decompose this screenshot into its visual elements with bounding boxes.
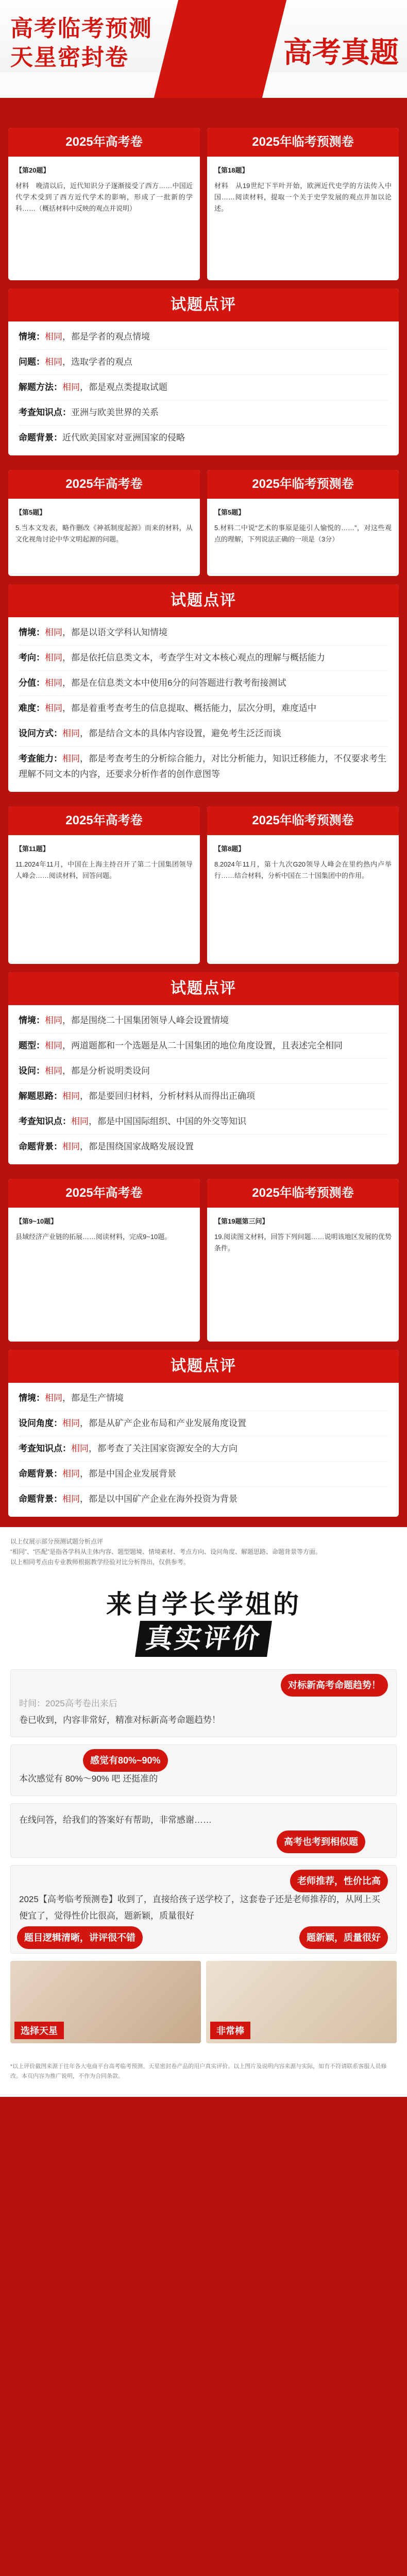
review-item: 考查知识点：相同，都考查了关注国家资源安全的大方向: [19, 1436, 388, 1462]
question-tag: 【第8题】: [214, 845, 245, 853]
review-item: 题型：相同，两道题都和一个选题是从二十国集团的地位角度设置，且表述完全相同: [19, 1033, 388, 1059]
exam-card-title: 2025年高考卷: [8, 128, 200, 157]
review-item: 考查知识点：亚洲与欧美世界的关系: [19, 400, 388, 426]
review-title: 试题点评: [8, 289, 399, 321]
predict-card: [207, 470, 399, 576]
testimonial-photos: [10, 1961, 397, 2043]
question-tag: 【第18题】: [214, 166, 249, 174]
testimonial-card: [10, 1865, 397, 1954]
review-title: 试题点评: [8, 584, 399, 617]
exam-card-title: 2025年高考卷: [8, 806, 200, 835]
photo-tag: 选择天星: [14, 2022, 64, 2039]
review-item: 解题方法：相同，都是观点类提取试题: [19, 375, 388, 400]
question-tag: 【第11题】: [15, 845, 49, 853]
testimonial-card: [10, 1744, 397, 1796]
predict-card-title: 2025年临考预测卷: [207, 1179, 399, 1208]
testimonial-text: 本次感觉有 80%～90% 吧 还挺准的: [19, 1774, 158, 1784]
question-tag: 【第5题】: [214, 509, 245, 516]
review-box: [8, 289, 399, 455]
review-item: 解题思路：相同，都是要回归材料，分析材料从而得出正确项: [19, 1084, 388, 1109]
testimonial-text: 在线问答，给我们的答案好有帮助，非常感谢……: [19, 1815, 212, 1825]
section-3: [0, 792, 407, 1164]
note-line: “相同”、“匹配”是指各学科从主体内容、题型题境、情境素材、考点方向、设问角度、解题思路、命题背景等方面。: [10, 1548, 321, 1555]
review-item: 情境：相同，都是围绕二十国集团领导人峰会设置情境: [19, 1008, 388, 1033]
testimonial-badge: 题目逻辑清晰，讲评很不错: [17, 1926, 143, 1949]
exam-card: [8, 806, 200, 964]
review-item: 情境：相同，都是以语文学科认知情境: [19, 620, 388, 646]
hero-title-left: [10, 14, 152, 72]
review-item: 考向：相同，都是依托信息类文本，考查学生对文本核心观点的理解与概括能力: [19, 646, 388, 671]
predict-card-title: 2025年临考预测卷: [207, 806, 399, 835]
predict-card: [207, 1179, 399, 1342]
testimonial-badge: 对标新高考命题趋势！: [281, 1674, 388, 1697]
question-text: 11.2024年11月，中国在上海主持召开了第二十国集团领导人峰会……阅读材料，回答问题。: [15, 860, 193, 879]
question-tag: 【第20题】: [15, 166, 50, 174]
review-item: 设问方式：相同，都是结合文本的具体内容设置，避免考生泛泛而谈: [19, 721, 388, 747]
testimonials-title-line2: 真实评价: [135, 1621, 272, 1657]
review-item: 难度：相同，都是着重考查考生的信息提取、概括能力，层次分明，难度适中: [19, 696, 388, 721]
testimonials-title-line1: 来自学长学姐的: [106, 1590, 301, 1619]
exam-card: [8, 128, 200, 280]
exam-card: [8, 1179, 200, 1342]
section-1: [0, 118, 407, 455]
predict-card-title: 2025年临考预测卷: [207, 470, 399, 499]
section-2: [0, 455, 407, 792]
review-item: 情境：相同，都是生产情境: [19, 1386, 388, 1411]
testimonial-card: [10, 1803, 397, 1858]
bottom-disclaimer: *以上评价截图来源于往年各大电商平台高考临考预测、天星密封卷产品的用户真实评价。以上图片及说明内容来源与实际，如有不符请联系客服人员修改。本页内容为推广说明，不作为合同条款。: [0, 2054, 407, 2097]
review-title: 试题点评: [8, 972, 399, 1005]
question-text: 5.材料二中说“艺术的事原是能引人愉悦的……”，对这些观点的理解，下列说法正确的一项是（3分）: [214, 524, 392, 543]
question-text: 8.2024年11月，第十九次G20领导人峰会在里约热内卢举行……结合材料，分析中国在二十国集团中的作用。: [214, 860, 392, 879]
testimonial-card: [10, 1669, 397, 1737]
review-item: 考查能力：相同，都是考查考生的分析综合能力，对比分析能力，知识迁移能力，不仅要求考生理解不同文本的内容，还要求分析作者的创作意图等: [19, 754, 386, 779]
photo-card: [206, 1961, 397, 2043]
testimonial-badge: 题新颖，质量很好: [299, 1926, 388, 1949]
hero-pk: PK: [173, 9, 251, 77]
question-tag: 【第9~10题】: [15, 1217, 58, 1225]
question-tag: 【第19题第三问】: [214, 1217, 269, 1225]
testimonial-badge: 老师推荐，性价比高: [290, 1870, 388, 1892]
exam-card: [8, 470, 200, 576]
predict-card-title: 2025年临考预测卷: [207, 128, 399, 157]
review-item: 设问角度：相同，都是从矿产企业布局和产业发展角度设置: [19, 1411, 388, 1436]
predict-card: [207, 128, 399, 280]
review-item: 问题：相同，选取学者的观点: [19, 350, 388, 375]
review-item: 情境：相同，都是学者的观点情境: [19, 325, 388, 350]
review-box: [8, 972, 399, 1164]
note-line: 以上仅展示部分预测试题分析点评: [10, 1538, 104, 1545]
review-item: 命题背景：近代欧美国家对亚洲国家的侵略: [19, 433, 185, 443]
review-item: 分值：相同，都是在信息类文本中使用6分的问答题进行教考衔接测试: [19, 671, 388, 696]
testimonials-body: [0, 1664, 407, 2054]
review-box: [8, 584, 399, 792]
question-text: 5.当本文发表，略作删改《神祇制度起源》而来的材料，从文化视角讨论中华文明起源的问题。: [15, 524, 193, 543]
review-item: 考查知识点：相同，都是中国国际组织、中国的外交等知识: [19, 1109, 388, 1134]
question-text: 19.阅读图文材料，回答下列问题……说明该地区发展的优势条件。: [214, 1233, 392, 1252]
review-item: 命题背景：相同，都是中国企业发展背景: [19, 1462, 388, 1487]
testimonial-badge: 感觉有80%~90%: [83, 1749, 168, 1772]
disclaimer-notes: [0, 1527, 407, 1577]
question-text: 材料 从19世纪下半叶开始，欧洲近代史学的方法传入中国……阅读材料，提取一个关于史学发展的观点并加以论述。: [214, 182, 392, 212]
hero-left-line2: 天星密封卷: [10, 45, 129, 70]
testimonial-badge: 高考也考到相似题: [277, 1831, 365, 1853]
testimonial-time: 时间：2025高考卷出来后: [19, 1699, 117, 1708]
note-line: 以上相同考点由专业教师根据教学经验对比分析得出，仅供参考。: [10, 1558, 190, 1566]
testimonial-text: 卷已收到，内容非常好，精准对标新高考命题趋势！: [19, 1715, 221, 1725]
hero-left-line1: 高考临考预测: [10, 16, 152, 41]
exam-card-title: 2025年高考卷: [8, 470, 200, 499]
testimonial-text: 2025【高考临考预测卷】收到了，直接给孩子送学校了，这套卷子还是老师推荐的，从网上买便宜了，觉得性价比很高，题新颖，质量很好: [19, 1894, 380, 1921]
testimonials-header: [0, 1577, 407, 1664]
question-text: 县域经济产业链的拓展……阅读材料，完成9~10题。: [15, 1233, 172, 1241]
review-box: [8, 1350, 399, 1517]
exam-card-title: 2025年高考卷: [8, 1179, 200, 1208]
predict-card: [207, 806, 399, 964]
review-title: 试题点评: [8, 1350, 399, 1383]
review-item: 设问：相同，都是分析说明类设问: [19, 1059, 388, 1084]
hero-title-right: 高考真题: [283, 36, 399, 69]
question-tag: 【第5题】: [15, 509, 46, 516]
photo-tag: 非常棒: [210, 2022, 250, 2039]
photo-card: [10, 1961, 201, 2043]
review-item: 命题背景：相同，都是以中国矿产企业在海外投资为背景: [19, 1494, 238, 1504]
review-item: 命题背景：相同，都是围绕国家战略发展设置: [19, 1142, 194, 1151]
section-4: [0, 1164, 407, 1517]
question-text: 材料 晚清以后，近代知识分子逐渐接受了西方……中国近代学术受到了西方近代学术的影响，形成了一批新的学科……（概括材料中反映的观点并说明）: [15, 182, 193, 212]
